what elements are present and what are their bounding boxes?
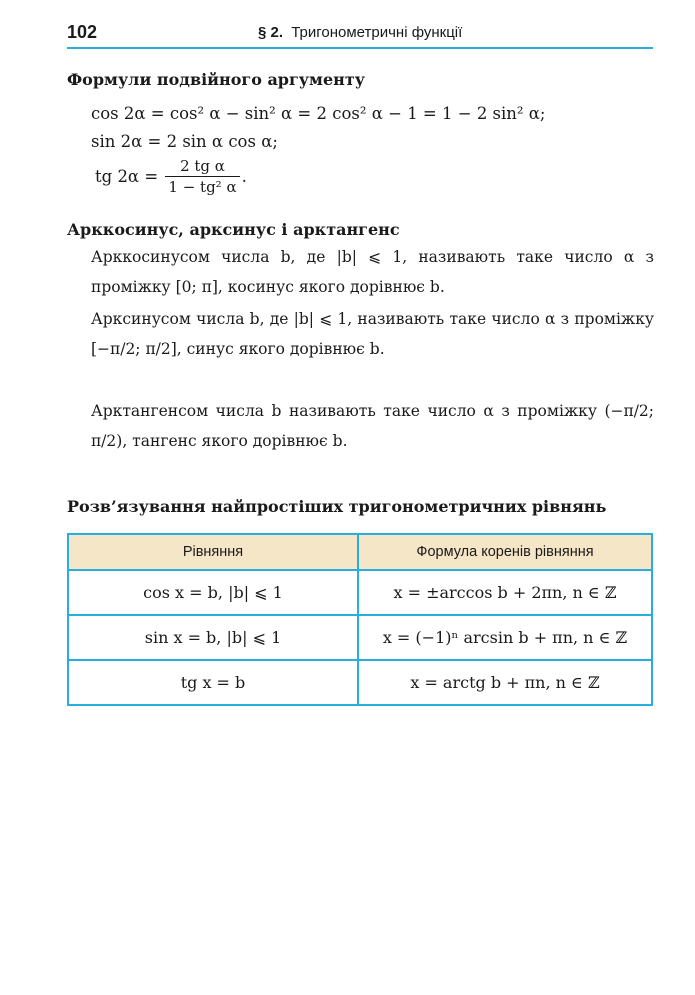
- equations-table: [67, 533, 653, 706]
- equation-cell: sin x = b, |b| ⩽ 1: [68, 615, 358, 660]
- tg-fraction: [165, 157, 239, 196]
- section-mark: § 2.: [258, 24, 284, 41]
- section-title: Тригонометричні функції: [291, 24, 463, 41]
- col-header-equation: Рівняння: [68, 534, 358, 570]
- formula-cell: x = (−1)ⁿ arcsin b + πn, n ∈ ℤ: [358, 615, 652, 660]
- equation-cell: cos x = b, |b| ⩽ 1: [68, 570, 358, 615]
- page-number: 102: [67, 22, 98, 42]
- col-header-formula: Формула коренів рівняння: [358, 534, 652, 570]
- equation-cell: tg x = b: [68, 660, 358, 705]
- tg-lhs: tg 2α =: [95, 167, 159, 186]
- table-row: [68, 660, 652, 705]
- table-row: [68, 570, 652, 615]
- tg-double-formula: [95, 157, 247, 196]
- double-arg-heading: Формули подвійного аргументу: [67, 70, 365, 89]
- header-rule: [67, 47, 653, 49]
- cos-double-formula: cos 2α = cos² α − sin² α = 2 cos² α − 1 = 1 − 2 sin² α;: [91, 104, 546, 123]
- equations-heading: Розв’язування найпростіших тригонометричних рівнянь: [67, 497, 607, 516]
- formula-cell: x = arctg b + πn, n ∈ ℤ: [358, 660, 652, 705]
- table-header-row: [68, 534, 652, 570]
- arcsin-definition: Арксинусом числа b, де |b| ⩽ 1, називають таке число α з проміжку [−π/2; π/2], синус якого дорівнює b.: [91, 310, 654, 358]
- table-row: [68, 615, 652, 660]
- running-header: [258, 24, 462, 41]
- formula-cell: x = ±arccos b + 2πn, n ∈ ℤ: [358, 570, 652, 615]
- arccos-definition: Арккосинусом числа b, де |b| ⩽ 1, називають таке число α з проміжку [0; π], косинус якого дорівнює b.: [91, 248, 654, 296]
- tg-end: .: [241, 167, 247, 186]
- sin-double-formula: sin 2α = 2 sin α cos α;: [91, 132, 278, 151]
- tg-numerator: 2 tg α: [165, 157, 239, 177]
- tg-denominator: 1 − tg² α: [168, 178, 237, 196]
- arctg-definition: Арктангенсом числа b називають таке число α з проміжку (−π/2; π/2), тангенс якого дорівнює b.: [91, 402, 654, 450]
- inverse-heading: Арккосинус, арксинус і арктангенс: [67, 220, 400, 239]
